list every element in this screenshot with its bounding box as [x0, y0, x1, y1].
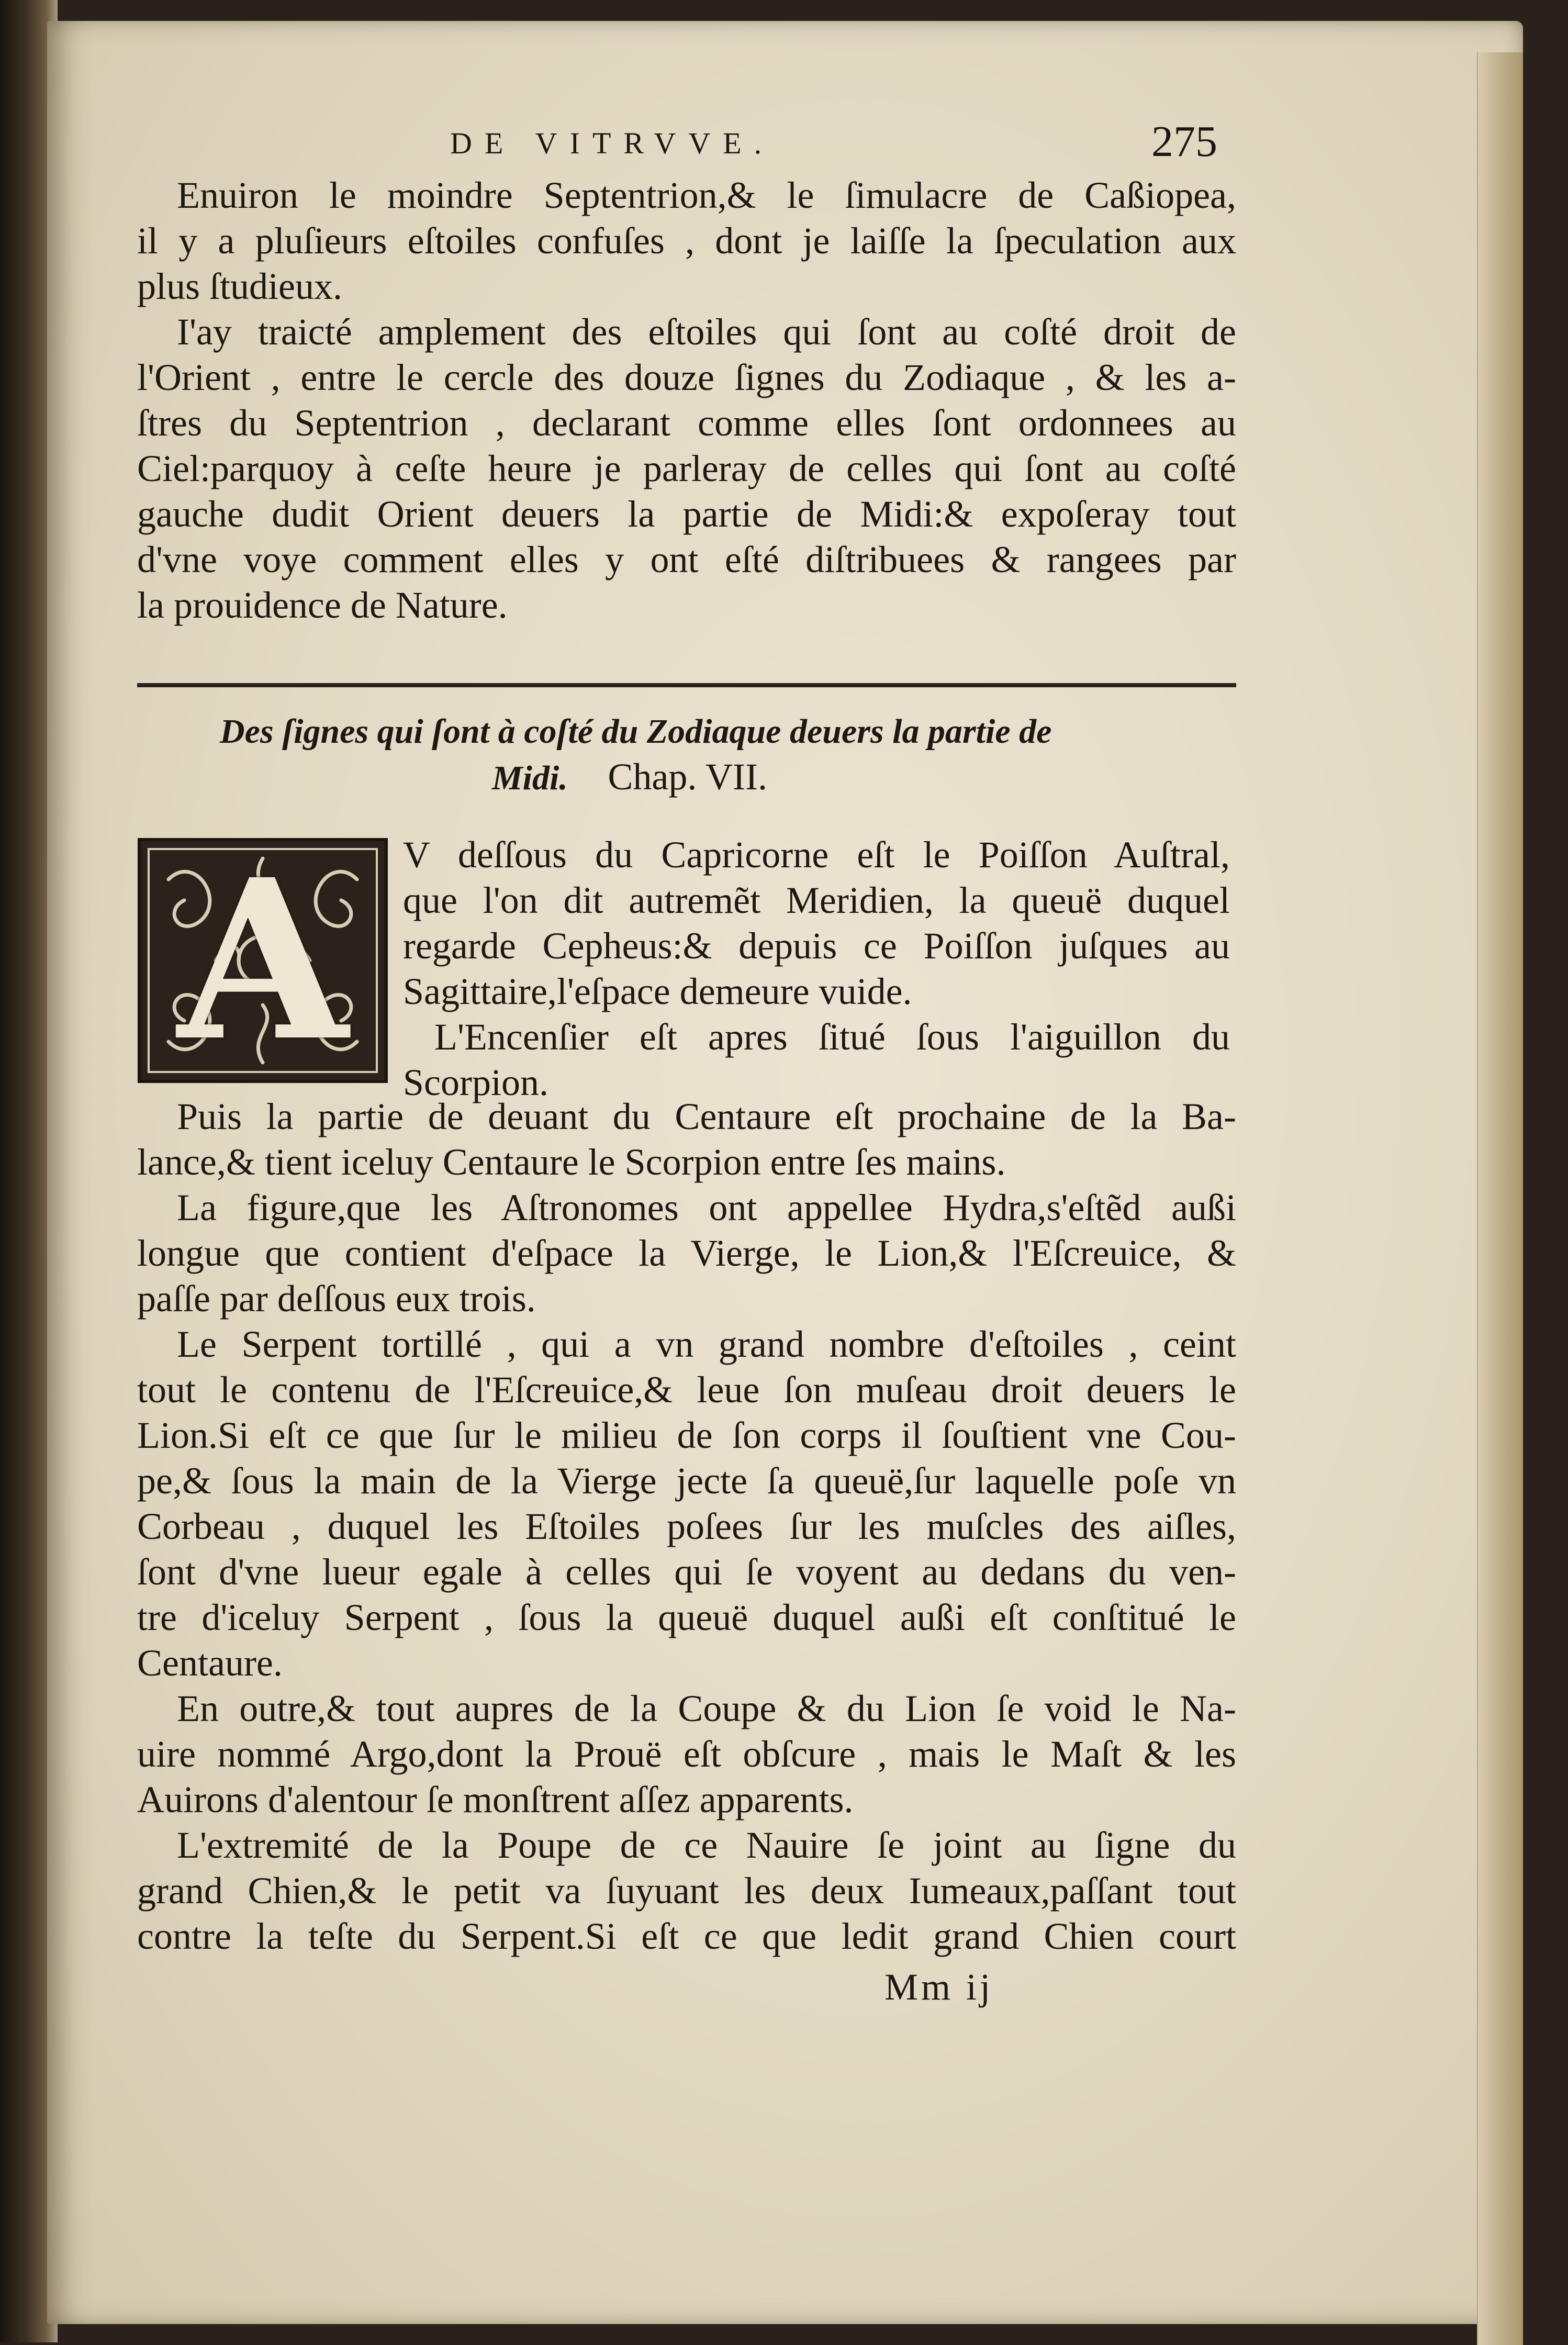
dropcap-paragraph	[403, 832, 1230, 1106]
page-edge	[1477, 52, 1523, 2345]
initial-letter: A	[177, 831, 348, 1090]
ornamental-initial-icon	[137, 831, 388, 1090]
text-line: ſtres du Septentrion , declarant comme elles ſont ordonnees au	[137, 402, 1236, 444]
text-line: longue que contient d'eſpace la Vierge, le Lion,& l'Eſcreuice, &	[137, 1232, 1236, 1274]
text-line: Puis la partie de deuant du Centaure eſt prochaine de la Ba-	[177, 1096, 1236, 1137]
text-line: Centaure.	[137, 1642, 283, 1684]
paragraph	[137, 1823, 1236, 1959]
text-line: Sagittaire,l'eſpace demeure vuide.	[403, 970, 912, 1012]
text-line: Scorpion.	[403, 1062, 548, 1103]
text-line: V deſſous du Capricorne eſt le Poiſſon Auſtral,	[403, 834, 1230, 876]
text-block-top	[137, 173, 1236, 628]
chapter-title-line: Des ſignes qui ſont à coſté du Zodiaque deuers la partie de	[220, 712, 1052, 751]
chapter-title-line-2	[220, 754, 1162, 801]
text-line: ſont d'vne lueur egale à celles qui ſe voyent au dedans du ven-	[137, 1551, 1236, 1593]
page-number: 275	[1151, 117, 1217, 166]
section-rule	[137, 683, 1236, 687]
text-line: uire nommé Argo,dont la Prouë eſt obſcure , mais le Maſt & les	[137, 1733, 1236, 1775]
text-line: Lion.Si eſt ce que ſur le milieu de ſon corps il ſouſtient vne Cou-	[137, 1414, 1236, 1456]
signature-mark: Mm ij	[884, 1966, 994, 2008]
text-line: Corbeau , duquel les Eſtoiles poſees ſur les muſcles des aiſles,	[137, 1505, 1236, 1547]
text-block-bottom	[137, 1094, 1236, 1959]
paragraph	[137, 173, 1236, 309]
text-line: tout le contenu de l'Eſcreuice,& leue ſon muſeau droit deuers le	[137, 1369, 1236, 1411]
text-line: que l'on dit autremẽt Meridien, la queuë duquel	[403, 879, 1230, 921]
running-head: DE VITRVVE.	[450, 126, 775, 160]
text-line: Auirons d'alentour ſe monſtrent aſſez apparents.	[137, 1779, 854, 1821]
text-line: La figure,que les Aſtronomes ont appellee Hydra,s'eſtẽd außi	[177, 1187, 1236, 1229]
paragraph	[137, 1322, 1236, 1686]
paragraph	[137, 1686, 1236, 1823]
text-line: l'Orient , entre le cercle des douze ſignes du Zodiaque , & les a-	[137, 356, 1236, 398]
chapter-heading	[220, 709, 1162, 801]
text-line: En outre,& tout aupres de la Coupe & du Lion ſe void le Na-	[177, 1688, 1236, 1729]
text-line: paſſe par deſſous eux trois.	[137, 1278, 536, 1320]
text-line: plus ſtudieux.	[137, 265, 342, 307]
text-line: I'ay traicté amplement des eſtoiles qui ſont au coſté droit de	[177, 311, 1236, 353]
text-line: d'vne voye comment elles y ont eſté diſtribuees & rangees par	[137, 539, 1236, 580]
chapter-label: Chap. VII.	[608, 756, 767, 798]
text-line: pe,& ſous la main de la Vierge jecte ſa queuë,ſur laquelle poſe vn	[137, 1460, 1236, 1502]
text-line: Le Serpent tortillé , qui a vn grand nombre d'eſtoiles , ceint	[177, 1323, 1236, 1365]
text-line: contre la teſte du Serpent.Si eſt ce que ledit grand Chien court	[137, 1915, 1236, 1957]
paragraph	[137, 1094, 1236, 1185]
text-line: L'Encenſier eſt apres ſitué ſous l'aiguillon du	[434, 1016, 1230, 1058]
text-line: Enuiron le moindre Septentrion,& le ſimulacre de Caßiopea,	[177, 174, 1236, 216]
paragraph	[137, 1185, 1236, 1322]
text-line: L'extremité de la Poupe de ce Nauire ſe joint au ſigne du	[177, 1824, 1236, 1866]
chapter-title-word: Midi.	[492, 759, 568, 797]
text-line: Ciel:parquoy à ceſte heure je parleray de celles qui ſont au coſté	[137, 448, 1236, 489]
text-line: gauche dudit Orient deuers la partie de Midi:& expoſeray tout	[137, 493, 1236, 535]
text-line: la prouidence de Nature.	[137, 584, 508, 626]
text-line: tre d'iceluy Serpent , ſous la queuë duquel außi eſt conſtitué le	[137, 1596, 1236, 1638]
paragraph	[137, 309, 1236, 628]
text-line: lance,& tient iceluy Centaure le Scorpion entre ſes mains.	[137, 1141, 1006, 1183]
text-line: regarde Cepheus:& depuis ce Poiſſon juſques au	[403, 925, 1230, 967]
text-line: grand Chien,& le petit va ſuyuant les deux Iumeaux,paſſant tout	[137, 1870, 1236, 1912]
text-line: il y a pluſieurs eſtoiles confuſes , dont je laiſſe la ſpeculation aux	[137, 220, 1236, 262]
